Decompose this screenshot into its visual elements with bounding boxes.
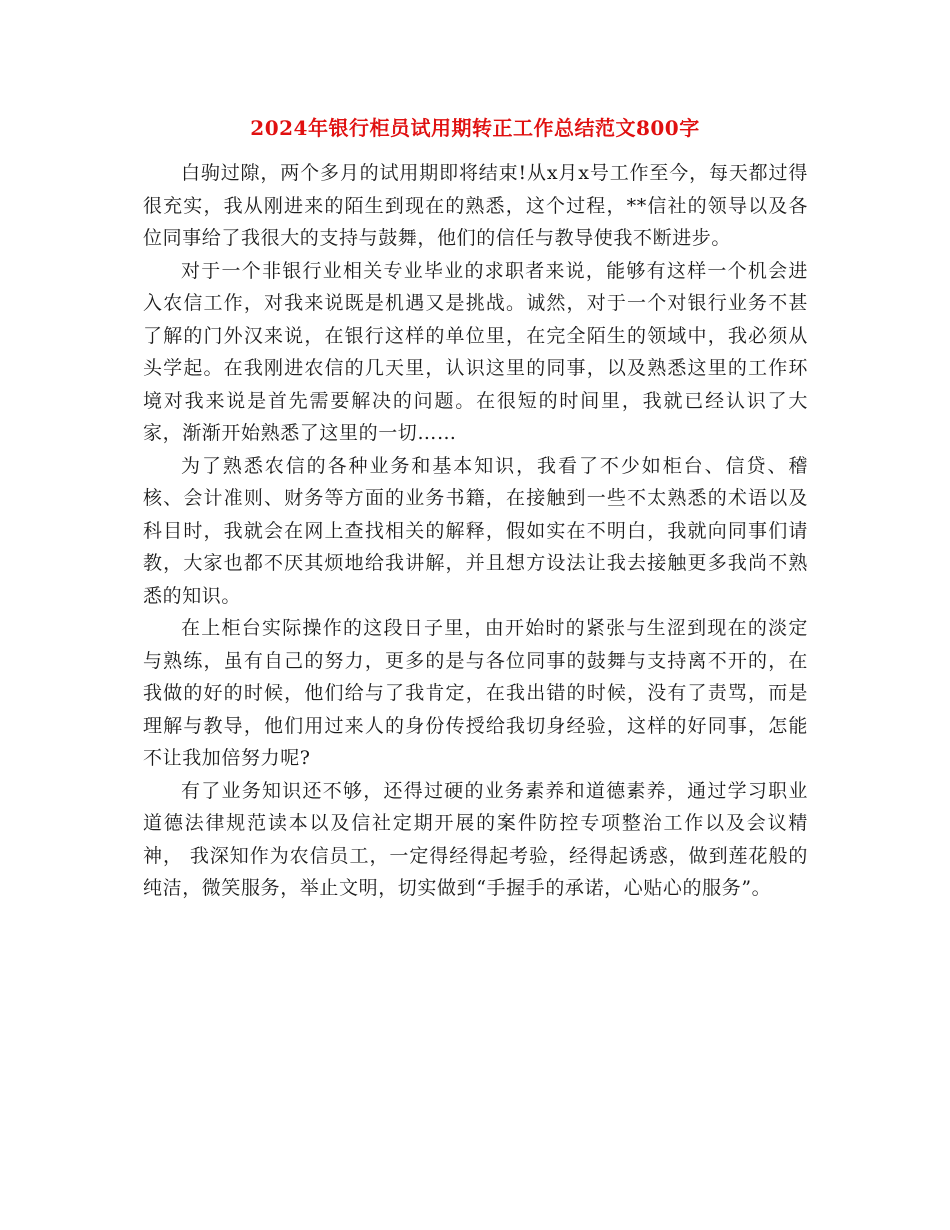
paragraph-4: 在上柜台实际操作的这段日子里，由开始时的紧张与生涩到现在的淡定与熟练，虽有自己的努力，更多的是与各位同事的鼓舞与支持离不开的，在我做的好的时候，他们给与了我肯定，在我出错的时候，没有了责骂，而是理解与教导，他们用过来人的身份传授给我切身经验，这样的好同事，怎能不让我加倍努力呢?	[143, 617, 808, 769]
paragraph-1: 白驹过隙，两个多月的试用期即将结束!从x月x号工作至今，每天都过得很充实，我从刚进来的陌生到现在的熟悉，这个过程，**信社的领导以及各位同事给了我很大的支持与鼓舞，他们的信任与教导使我不断进步。	[143, 162, 808, 249]
document-title: 2024年银行柜员试用期转正工作总结范文800字	[250, 116, 700, 140]
paragraph-5: 有了业务知识还不够，还得过硬的业务素养和道德素养，通过学习职业道德法律规范读本以及信社定期开展的案件防控专项整治工作以及会议精神， 我深知作为农信员工，一定得经得起考验，经得起诱惑，做到莲花般的纯洁，微笑服务，举止文明，切实做到“手握手的承诺，心贴心的服务”。	[143, 779, 808, 899]
paragraph-2: 对于一个非银行业相关专业毕业的求职者来说，能够有这样一个机会进入农信工作，对我来说既是机遇又是挑战。诚然，对于一个对银行业务不甚了解的门外汉来说，在银行这样的单位里，在完全陌生的领域中，我必须从头学起。在我刚进农信的几天里，认识这里的同事，以及熟悉这里的工作环境对我来说是首先需要解决的问题。在很短的时间里，我就已经认识了大家，渐渐开始熟悉了这里的一切……	[143, 259, 808, 444]
document-body	[143, 157, 808, 905]
paragraph-3: 为了熟悉农信的各种业务和基本知识，我看了不少如柜台、信贷、稽核、会计准则、财务等方面的业务书籍，在接触到一些不太熟悉的术语以及科目时，我就会在网上查找相关的解释，假如实在不明白，我就向同事们请教，大家也都不厌其烦地给我讲解，并且想方设法让我去接触更多我尚不熟悉的知识。	[143, 454, 808, 607]
